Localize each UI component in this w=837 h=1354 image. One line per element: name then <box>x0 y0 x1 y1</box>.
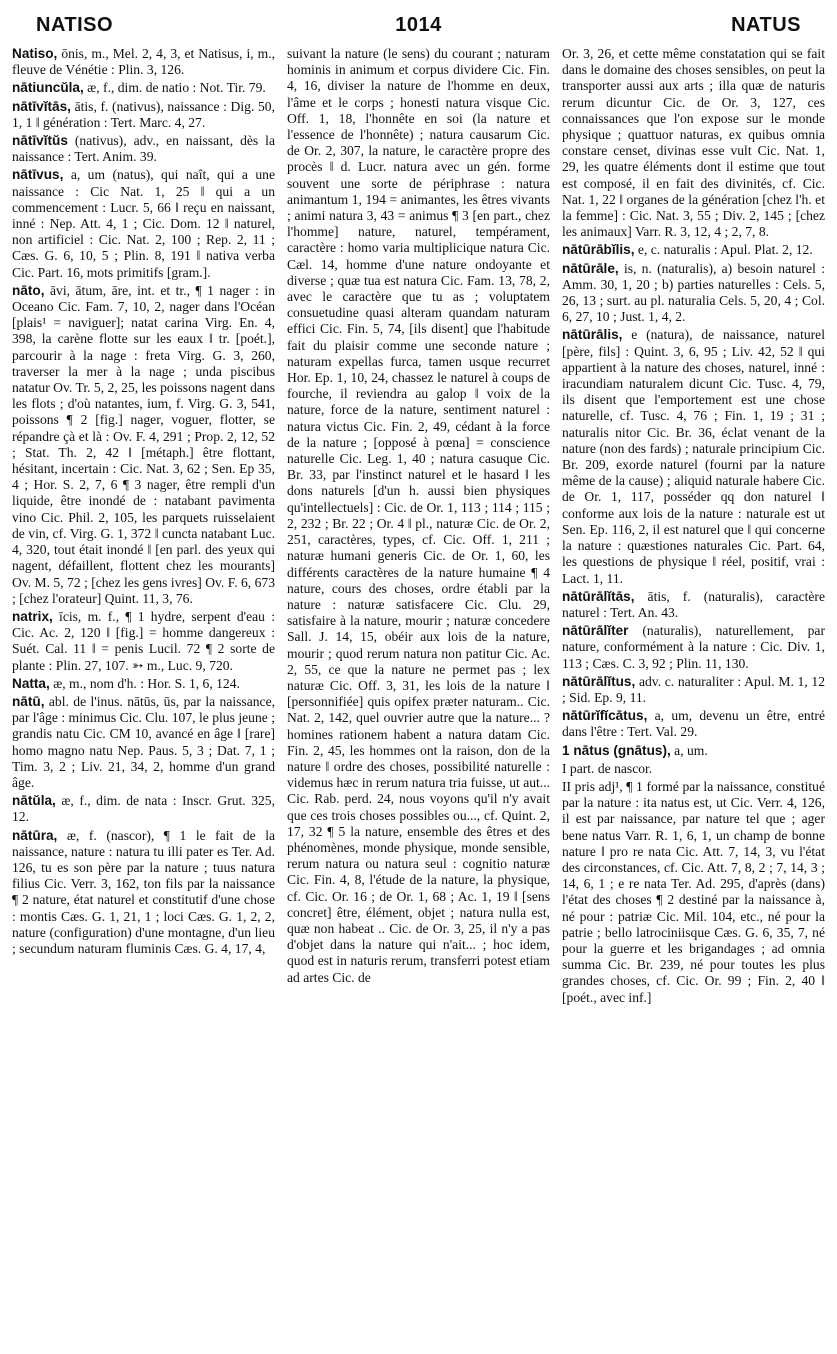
entry-definition: ātis, f. (naturalis), caractère naturel : Tert. An. 43. <box>562 588 825 620</box>
entry-headword: nātūra, <box>12 827 58 843</box>
entry-definition: æ, f. (nascor), ¶ 1 le fait de la naissance, nature : natura tu illi pater es Ter. Ad. 126, tu es son père par la nature ; tuus natura filius Cic. Verr. 3, 162, ton fils par la naissance ¶ 2 nature, état naturel et constitutif d'une chose : montis Cæs. G. 1, 21, 1 ; loci Cæs. G. 1, 2, 2, nature (configuration) d'une montagne, d'un lieu ; secundum naturam fluminis Cæs. G. 4, 17, 4, <box>12 827 275 956</box>
entry-headword: nātūrābĭlis, <box>562 242 635 258</box>
dictionary-entry <box>562 761 825 777</box>
dictionary-entry <box>12 676 275 692</box>
dictionary-entry <box>12 828 275 958</box>
entry-headword: nātīvĭtŭs <box>12 133 68 149</box>
entry-headword: nāto, <box>12 282 45 298</box>
text-columns <box>12 46 825 1352</box>
dictionary-entry <box>562 708 825 740</box>
column-1 <box>12 46 275 1352</box>
entry-definition: æ, f., dim. de natio : Not. Tir. 79. <box>87 80 266 96</box>
column-3 <box>562 46 825 1352</box>
entry-headword: nātiuncŭla, <box>12 80 84 96</box>
entry-headword: nātŭla, <box>12 793 56 809</box>
dictionary-entry <box>562 242 825 258</box>
entry-definition: adv. c. naturaliter : Apul. M. 1, 12 ; Sid. Ep. 9, 11. <box>562 673 825 705</box>
entry-headword: nātūrālĭter <box>562 623 629 639</box>
dictionary-entry <box>562 589 825 621</box>
dictionary-entry <box>562 261 825 326</box>
entry-definition: a, um. <box>674 742 708 758</box>
dictionary-entry <box>12 99 275 131</box>
entry-definition: e, c. naturalis : Apul. Plat. 2, 12. <box>637 242 813 258</box>
right-guide-word: NATUS <box>731 14 801 36</box>
entry-definition: ātis, f. (nativus), naissance : Dig. 50, 1, 1 ‖ génération : Tert. Marc. 4, 27. <box>12 98 275 130</box>
entry-headword: nātūrālĭtus, <box>562 673 636 689</box>
dictionary-entry <box>12 167 275 280</box>
dictionary-entry <box>562 779 825 1006</box>
entry-headword: nātūrālis, <box>562 327 623 343</box>
entry-definition: īcis, m. f., ¶ 1 hydre, serpent d'eau : Cic. Ac. 2, 120 ‖ [fig.] = homme dangereux : Suét. Cal. 11 ‖ = penis Lucil. 72 ¶ 2 sorte de plante : Plin. 27, 107. ➳ m., Luc. 9, 720. <box>12 608 275 673</box>
entry-definition: (naturalis), naturellement, par nature, conformément à la nature : Cic. Div. 1, 113 ; Cæs. C. 3, 92 ; Plin. 11, 130. <box>562 623 825 671</box>
entry-definition: æ, m., nom d'h. : Hor. S. 1, 6, 124. <box>53 675 240 691</box>
entry-definition: II pris adj¹, ¶ 1 formé par la naissance, constitué par la nature : ita natus est, ut Cic. Verr. 4, 126, il est par naissance, par nature tel que ; ager bene natus Varr. R. 1, 6, 1, un champ de bonne nature ‖ pro re nata Cic. Att. 7, 14, 3, vu l'état des circonstances, cf. Cic. Att. 7, 8, 2 ; 7, 14, 3 ; 14, 6, 1 ; e re nata Ter. Ad. 295, d'après (dans) l'état des choses ¶ 2 destiné par la naissance à, né pour : patriæ Cic. Mil. 104, etc., né pour la patrie ; bello latrociniisque Cæs. G. 6, 35, 7, né pour la guerre et les brigandages ; ad omnia summa Cic. Br. 239, né pour toutes les plus grandes choses, cf. Cic. Or. 99 ; Fin. 2, 40 ‖ [poét., avec inf.] <box>562 778 825 1005</box>
dictionary-entry <box>12 609 275 674</box>
entry-definition: abl. de l'inus. nātūs, ūs, par la naissance, par l'âge : minimus Cic. Clu. 107, le plus jeune ; grandis natu Cic. CM 10, avancé en âge ‖ [rare] homo magno natu Nep. Paus. 5, 3 ; Dat. 7, 1 ; Tim. 3, 2 ; Liv. 21, 34, 2, homme d'un grand âge. <box>12 693 275 790</box>
entry-headword: nātūrālĭtās, <box>562 588 635 604</box>
dictionary-entry <box>12 46 275 78</box>
dictionary-entry <box>12 133 275 165</box>
page-header <box>12 8 825 44</box>
dictionary-entry <box>562 674 825 706</box>
entry-headword: nātū, <box>12 693 45 709</box>
entry-definition: e (natura), de naissance, naturel [père, fils] : Quint. 3, 6, 95 ; Liv. 42, 52 ‖ qui appartient à la nature des choses, naturel, inné : iracundiam naturalem dicunt Cic. Tusc. 4, 79, ils disent que l'emportement est une chose naturelle, cf. Tusc. 4, 76 ; Fin. 1, 19 ; 31 ; naturalis nitor Cic. Br. 36, éclat venant de la nature (non des fards) ; naturale principium Cic. Br. 209, exorde naturel (fourni par la nature même de la cause) ; aliquid naturale habere Cic. de Or. 1, 117, posséder qq don naturel ‖ conforme aux lois de la nature : naturale est ut Sen. Ep. 116, 2, il est naturel que ‖ qui concerne la nature : quæstiones naturales Cic. Part. 64, les questions de physique ‖ réel, positif, vrai : Lact. 1, 11. <box>562 327 825 586</box>
entry-headword: Natiso, <box>12 46 58 61</box>
entry-headword: nātīvus, <box>12 167 64 183</box>
entry-definition: is, n. (naturalis), a) besoin naturel : Amm. 30, 1, 20 ; b) parties naturelles : Cels. 5, 26, 13 ; surt. au pl. naturalia Cels. 5, 20, 4 ; Col. 6, 27, 10 ; Just. 1, 4, 2. <box>562 260 825 325</box>
entry-headword: 1 nātus (gnātus), <box>562 742 671 758</box>
entry-definition: āvi, ātum, āre, int. et tr., ¶ 1 nager : in Oceano Cic. Fam. 7, 10, 2, nager dans l'Océan [plais¹ = naviguer]; natat carina Virg. En. 4, 398, la carène flotte sur les eaux ‖ tr. [poét.], parcourir à la nage : freta Virg. G. 3, 260, traverser la mer à la nage ; unda piscibus natatur Ov. Tr. 5, 2, 25, les poissons nagent dans les flots ; d'où natantes, ium, f. Virg. G. 3, 541, poissons ¶ 2 [fig.] nager, voguer, flotter, se répandre çà et là : Ov. F. 4, 291 ; Prop. 2, 12, 52 ; Stat. Th. 2, 42 ‖ [métaph.] être flottant, hésitant, incertain : Cic. Nat. 3, 62 ; Sen. Ep 35, 4 ; Hor. S. 2, 7, 6 ¶ 3 nager, être rempli d'un liquide, être inondé de : natabant pavimenta vino Cic. Phil. 2, 105, les parquets ruisselaient de vin, cf. Virg. G. 1, 372 ‖ cuncta natabant Luc. 4, 320, tout était inondé ‖ [en parl. des yeux qui nagent, défaillent, flottent chez les mourants] Ov. M. 5, 72 ; [chez les gens ivres] Ov. F. 6, 673 ; [chez l'orateur] Quint. 11, 3, 76. <box>12 282 275 606</box>
entry-definition: Or. 3, 26, et cette même constatation qui se fait dans le domaine des choses sensibles, on peut la transporter aussi aux arts ; illa quæ de naturis rerum dicuntur Cic. de Or. 3, 127, ces connaissances que l'on expose sur le monde physique ; quattuor naturas, ex quibus omnia constare censet, divinas esse vult Cic. Nat. 1, 29, les quatre éléments dont il estime que tout est composé, il en fait des divinités, cf. Cic. Nat. 1, 22 ‖ organes de la génération [chez l'h. et la femme] : Cic. Nat. 3, 55 ; Div. 2, 145 ; [chez les animaux] Varr. R. 3, 12, 4 ; 2, 7, 8. <box>562 46 825 240</box>
dictionary-entry <box>562 46 825 240</box>
entry-headword: natrix, <box>12 608 53 624</box>
entry-definition: a, um (natus), qui naît, qui a une naissance : Cic Nat. 1, 25 ‖ qui a un commencement : Lucr. 5, 66 ‖ reçu en naissant, inné : Nep. Att. 4, 1 ; Cic. Dom. 12 ‖ naturel, non artificiel : Cic. Nat. 2, 100 ; Rep. 2, 11 ; Cæs. G. 6, 10, 5 ; Plin. 8, 191 ‖ nativa verba Cic. Part. 16, mots primitifs [gram.]. <box>12 167 275 280</box>
dictionary-entry <box>12 283 275 607</box>
left-guide-word: NATISO <box>36 14 114 36</box>
entry-definition: ōnis, m., Mel. 2, 4, 3, et Natisus, i, m., fleuve de Vénétie : Plin. 3, 126. <box>12 46 275 78</box>
dictionary-entry <box>287 46 550 986</box>
entry-definition: I part. de nascor. <box>562 760 653 776</box>
dictionary-entry <box>12 80 275 96</box>
dictionary-entry <box>562 327 825 586</box>
entry-headword: nātūrĭfĭcātus, <box>562 708 648 724</box>
page-number: 1014 <box>395 14 442 36</box>
entry-definition: suivant la nature (le sens) du courant ; naturam hominis in animum et corpus dividere Cic. Fin. 4, 16, diviser la nature de l'homme en deux, l'âme et le corps ; honesti natura visque Cic. Off. 1, 18, l'honnête en soi (la nature et l'essence de l'honnête) ; natura causarum Cic. de Or. 2, 307, la nature, le caractère propre des procès ‖ d. Lucr. natura avec un gén. forme souvent une sorte de périphrase : natura animantum 1, 194 = animantes, les êtres vivants ; animi natura 3, 43 = animus ¶ 3 [en part., chez l'homme] nature, naturel, tempérament, caractère : homo varia multiplicique natura Cic. Cæl. 14, homme d'une nature ondoyante et diverse ; quæ tua est natura Cic. Fam. 13, 78, 2, avec le caractère que tu as ; voluptatem consuetudine quasi alteram quandam naturam effici Cic. Fin. 5, 74, [ils disent] que l'habitude fait du plaisir comme une seconde nature ; naturam expellas furca, tamen usque recurret Hor. Ep. 1, 10, 24, chassez le naturel à coups de fourche, il reviendra au galop ‖ voix de la nature, force de la nature, sentiment naturel : natura victus Cic. Fin. 2, 49, cédant à la force de la nature ; [opposé à pœna] = conscience naturelle Cic. Leg. 1, 40 ; natura casuque Cic. Br. 33, par l'instinct naturel et le hasard ‖ les dons naturels [d'un h. aussi bien physiques qu'intellectuels] : Cic. de Or. 1, 113 ; 114 ; 115 ; 2, 232 ; Br. 22 ; Or. 4 ‖ pl., naturæ Cic. de Or. 2, 251, caractères, types, cf. Cic. Off. 1, 211 ; naturæ humani generis Cic. de Or. 1, 60, les différents caractères de la nature humaine ¶ 4 nature, cours des choses, ordre établi par la nature : naturæ satisfacere Cic. Clu. 29, satisfaire à la nature, mourir ; naturæ concedere Sall. J. 14, 15, obéir aux lois de la nature, mourir ; quod rerum natura non patitur Cic. Ac. 2, 55, ce que la nature ne permet pas ; lex naturæ Cic. Off. 3, 31, les lois de la nature ‖ [personnifiée] quis opifex præter naturam.. Cic. Nat. 2, 142, quel ouvrier autre que la nature... ? homines rationem habent a natura datam Cic. Fin. 2, 45, les hommes ont la raison, don de la nature ‖ ordre des choses, possibilité naturelle : videmus hæc in rerum natura tria fuisse, ut aut... Cic. Rab. perd. 24, nous voyons qu'il n'y avait que ces trois choses possibles ou..., cf. Quint. 2, 17, 32 ¶ 5 la nature, ensemble des êtres et des phénomènes, monde physique, monde sensible, rerum natura ou natura seul : cognitio naturæ Cic. Fin. 4, 8, l'étude de la nature, la physique, cf. Cic. Or. 16 ; de Or. 1, 68 ; Ac. 1, 19 ‖ [sens concret] être, élément, objet ; natura nulla est, quæ non habeat .. Cic. de Or. 3, 25, il n'y a pas d'objet dans la nature qui n'ait... ; hoc idem, quod est in naturis rerum, transferri potest etiam ad artes Cic. de <box>287 46 550 985</box>
dictionary-entry <box>562 623 825 672</box>
entry-headword: nātīvĭtās, <box>12 98 71 114</box>
dictionary-entry <box>562 743 825 759</box>
column-2 <box>287 46 550 1352</box>
entry-definition: (nativus), adv., en naissant, dès la naissance : Tert. Anim. 39. <box>12 133 275 165</box>
dictionary-entry <box>12 793 275 825</box>
dictionary-entry <box>12 694 275 791</box>
entry-headword: Natta, <box>12 675 50 691</box>
entry-definition: æ, f., dim. de nata : Inscr. Grut. 325, 12. <box>12 793 275 825</box>
entry-headword: nātūrāle, <box>562 260 619 276</box>
entry-definition: a, um, devenu un être, entré dans l'être : Tert. Val. 29. <box>562 708 825 740</box>
